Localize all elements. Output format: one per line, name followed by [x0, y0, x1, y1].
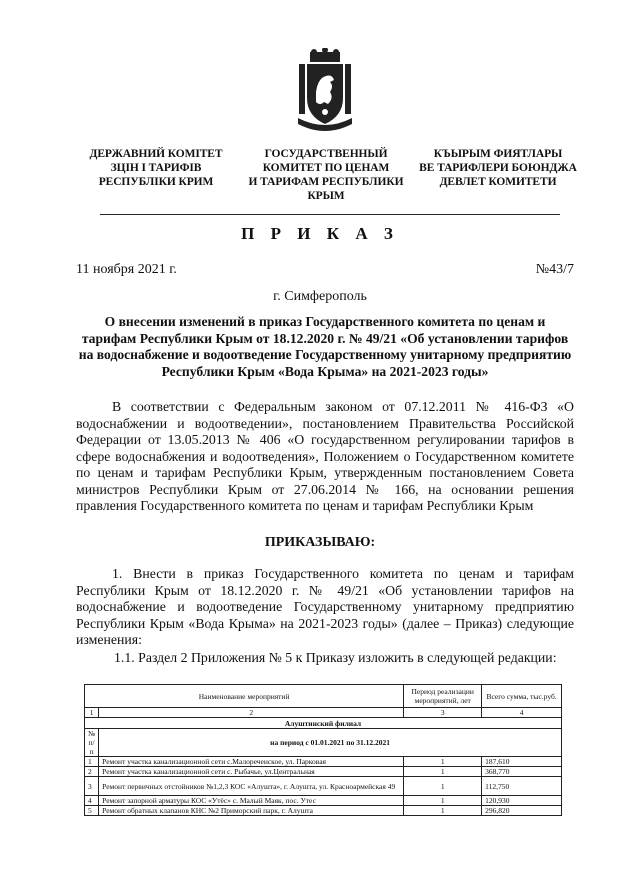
row-name: Ремонт первичных отстойников №1,2,3 КОС «Алушта», г. Алушта, ул. Красноармейская 49 — [99, 777, 404, 796]
document-title: П Р И К А З — [241, 224, 399, 243]
row-sum: 187,610 — [482, 757, 562, 767]
row-number: 2 — [85, 767, 99, 777]
table-row — [85, 806, 562, 816]
row-number: 3 — [85, 777, 99, 796]
header-right-line: КЪЫРЫМ ФИЯТЛАРЫ — [433, 148, 563, 160]
document-number: №43/7 — [535, 262, 574, 277]
number-label: № п/п — [85, 729, 99, 757]
branch-name: Алуштинский филиал — [85, 718, 562, 729]
row-years: 1 — [404, 777, 482, 796]
table-period-row — [85, 729, 562, 757]
table-branch-row — [85, 718, 562, 729]
column-number-cell: 1 — [85, 708, 99, 718]
table-row — [85, 757, 562, 767]
column-number-cell: 3 — [404, 708, 482, 718]
row-sum: 296,820 — [482, 806, 562, 816]
row-years: 1 — [404, 757, 482, 767]
row-years: 1 — [404, 796, 482, 806]
table-row — [85, 767, 562, 777]
row-sum: 120,930 — [482, 796, 562, 806]
header-russian — [238, 147, 414, 203]
header-middle-line: И ТАРИФАМ РЕСПУБЛИКИ — [248, 176, 404, 188]
table-row — [85, 777, 562, 796]
period-label: на период с 01.01.2021 по 31.12.2021 — [99, 729, 562, 757]
row-number: 4 — [85, 796, 99, 806]
item-1-1-paragraph: 1.1. Раздел 2 Приложения № 5 к Приказу изложить в следующей редакции: — [114, 650, 557, 665]
column-number-cell: 2 — [99, 708, 404, 718]
document-city: г. Симферополь — [273, 289, 367, 304]
row-number: 5 — [85, 806, 99, 816]
table-header-row — [85, 685, 562, 708]
row-name: Ремонт участка канализационной сети с. Рыбачье, ул.Центральная — [99, 767, 404, 777]
row-number: 1 — [85, 757, 99, 767]
document-date: 11 ноября 2021 г. — [76, 262, 177, 277]
order-heading: ПРИКАЗЫВАЮ: — [264, 535, 376, 550]
header-divider — [100, 214, 560, 215]
header-middle-line: ГОСУДАРСТВЕННЫЙ — [264, 148, 388, 160]
table-row — [85, 796, 562, 806]
header-middle-line: КРЫМ — [307, 190, 345, 202]
item-1-paragraph: 1. Внести в приказ Государственного комитета по ценам и тарифам Республики Крым от 18.12.2020 г. № 49/21 «Об установлении тарифов на водоснабжение и водоотведение Государственному унитарному предприятию Республики Крым «Вода Крыма» на 2021-2023 годы» (далее – Приказ) следующие изменения: — [76, 566, 574, 647]
header-ukrainian — [76, 147, 236, 189]
table-header-cell: Наименование мероприятий — [85, 685, 404, 708]
header-middle-line: КОМИТЕТ ПО ЦЕНАМ — [262, 162, 390, 174]
header-right-line: ДЕВЛЕТ КОМИТЕТИ — [439, 176, 557, 188]
row-name: Ремонт участка канализационной сети с.Малореченское, ул. Парковая — [99, 757, 404, 767]
header-left-line: ДЕРЖАВНИЙ КОМІТЕТ — [89, 148, 223, 160]
document-subject: О внесении изменений в приказ Государственного комитета по ценам и тарифам Республики Крым от 18.12.2020 г. № 49/21 «Об установлении тарифов на водоснабжение и водоотведение Государственному унитарному предприятию Республики Крым «Вода Крыма» на 2021-2023 годы» — [78, 314, 572, 379]
header-left-line: РЕСПУБЛІКИ КРИМ — [98, 176, 214, 188]
row-sum: 112,750 — [482, 777, 562, 796]
preamble-paragraph: В соответствии с Федеральным законом от 07.12.2011 № 416-ФЗ «О водоснабжении и водоотведении», постановлением Правительства Российской Федерации от 13.05.2013 № 406 «О государственном регулировании тарифов в сфере водоснабжения и водоотведения», Положением о Государственном комитете по ценам и тарифам Республики Крым, утвержденным постановлением Совета министров Республики Крым от 27.06.2014 № 166, на основании решения правления Государственного комитета по ценам и тарифам Республики Крым — [76, 399, 574, 513]
header-right-line: ВЕ ТАРИФЛЕРИ БОЮНДЖА — [419, 162, 577, 174]
crimea-coat-of-arms-icon — [296, 48, 354, 134]
table-column-numbers-row — [85, 708, 562, 718]
row-years: 1 — [404, 806, 482, 816]
header-crimean-tatar — [410, 147, 586, 189]
row-sum: 368,770 — [482, 767, 562, 777]
column-number-cell: 4 — [482, 708, 562, 718]
row-name: Ремонт запорной арматуры КОС «Утёс» с. Малый Маяк, пос. Утес — [99, 796, 404, 806]
row-name: Ремонт обратных клапанов КНС №2 Приморский парк, г. Алушта — [99, 806, 404, 816]
table-header-cell: Всего сумма, тыс.руб. — [482, 685, 562, 708]
row-years: 1 — [404, 767, 482, 777]
measures-table — [84, 684, 562, 816]
header-left-line: ЗЦІН І ТАРИФІВ — [110, 162, 202, 174]
table-header-cell: Период реализации мероприятий, лет — [404, 685, 482, 708]
